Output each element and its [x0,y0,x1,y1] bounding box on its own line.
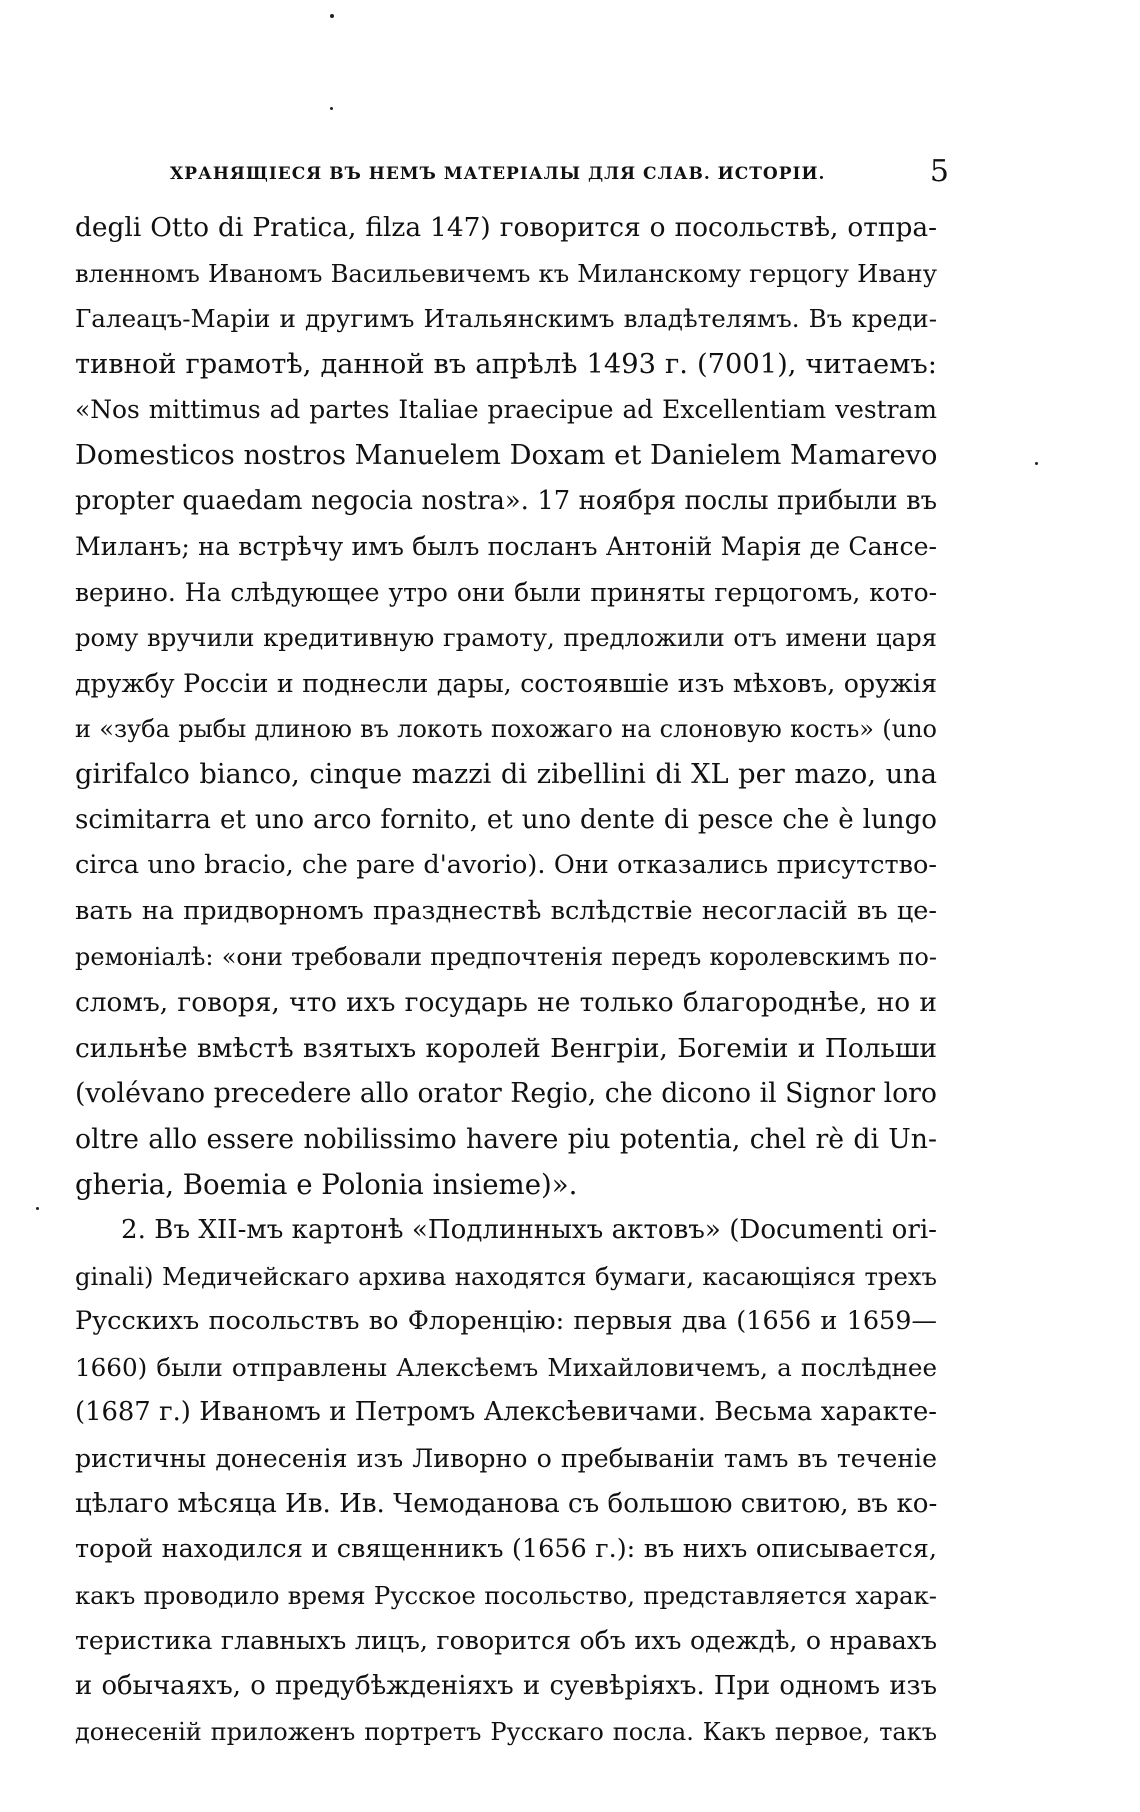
text-line: ginali) Медичейскаго архива находятся бумаги, касающіяся трехъ [75,1261,937,1291]
text-line: цѣлаго мѣсяца Ив. Ив. Чемоданова съ большою свитою, въ ко- [75,1488,937,1519]
scan-speck [1035,462,1038,465]
text-line: теристика главныхъ лицъ, говорится объ ихъ одеждѣ, о нравахъ [75,1626,937,1656]
text-line: и «зуба рыбы длиною въ локоть похожаго на слоновую кость» (uno [75,714,937,743]
text-line: ристичны донесенія изъ Ливорно о пребываніи тамъ въ теченіе [75,1444,937,1474]
text-line: degli Otto di Pratica, filza 147) говорится о посольствѣ, отпра- [75,212,937,243]
text-line: Галеацъ-Маріи и другимъ Итальянскимъ владѣтелямъ. Въ креди- [75,304,937,334]
text-line: propter quaedam negocia nostra». 17 ноября послы прибыли въ [75,485,937,516]
text-line: дружбу Россіи и поднесли дары, состоявшіе изъ мѣховъ, оружія [75,668,937,698]
running-header [170,154,950,190]
text-line: «Nos mittimus ad partes Italiae praecipue ad Excellentiam vestram [75,395,937,425]
text-line: донесеній приложенъ портретъ Русскаго посла. Какъ первое, такъ [75,1717,937,1746]
text-line: scimitarra et uno arco fornito, et uno dente di pesce che è lungo [75,804,937,835]
text-line: 1660) были отправлены Алексѣемъ Михайловичемъ, а послѣднее [75,1352,937,1382]
scan-speck [36,1207,39,1210]
running-title: ХРАНЯЩІЕСЯ ВЪ НЕМЪ МАТЕРІАЛЫ ДЛЯ СЛАВ. ИСТОРІИ. [170,164,826,184]
text-line: сильнѣе вмѣстѣ взятыхъ королей Венгріи, Богеміи и Польши [75,1032,937,1064]
text-line: Миланъ; на встрѣчу имъ былъ посланъ Антоній Марія де Сансе- [75,532,937,562]
text-line: (volévano precedere allo orator Regio, che dicono il Signor loro [75,1078,937,1110]
text-line: circa uno bracio, che pare d'avorio). Они отказались присутство- [75,850,937,881]
scan-speck [330,107,333,110]
text-line: рому вручили кредитивную грамоту, предложили отъ имени царя [75,623,937,653]
text-line: и обычаяхъ, о предубѣжденіяхъ и суевѣріяхъ. При одномъ изъ [75,1671,937,1701]
text-line: gheria, Boemia e Polonia insieme)». [75,1168,578,1202]
text-line: Русскихъ посольствъ во Флоренцію: первыя два (1656 и 1659— [75,1306,937,1337]
text-line: girifalco bianco, cinque mazzi di zibellini di XL per mazo, una [75,759,937,791]
text-line: вать на придворномъ празднествѣ вслѣдствіе несогласій въ це- [75,895,937,926]
text-line: oltre allo essere nobilissimo havere piu potentia, chel rè di Un- [75,1123,937,1155]
text-line: ремоніалѣ: «они требовали предпочтенія передъ королевскимъ по- [75,942,937,971]
text-line: тивной грамотѣ, данной въ апрѣлѣ 1493 г. (7001), читаемъ: [75,348,937,380]
text-line: торой находился и священникъ (1656 г.): въ нихъ описывается, [75,1534,937,1565]
text-line: Domesticos nostros Manuelem Doxam et Danielem Mamarevo [75,439,937,471]
page-number: 5 [929,154,950,189]
text-line: вленномъ Иваномъ Васильевичемъ къ Миланскому герцогу Ивану [75,258,937,288]
text-line: какъ проводило время Русское посольство, представляется харак- [75,1580,937,1610]
text-line: верино. На слѣдующее утро они были приняты герцогомъ, кото- [75,577,937,607]
text-line: 2. Въ XII-мъ картонѣ «Подлинныхъ актовъ» (Documenti ori- [121,1215,937,1246]
text-line: сломъ, говоря, что ихъ государь не только благороднѣе, но и [75,987,937,1019]
scan-speck [330,14,334,18]
body-text [75,205,937,1755]
text-line: (1687 г.) Иваномъ и Петромъ Алексѣевичами. Весьма характе- [75,1397,937,1428]
